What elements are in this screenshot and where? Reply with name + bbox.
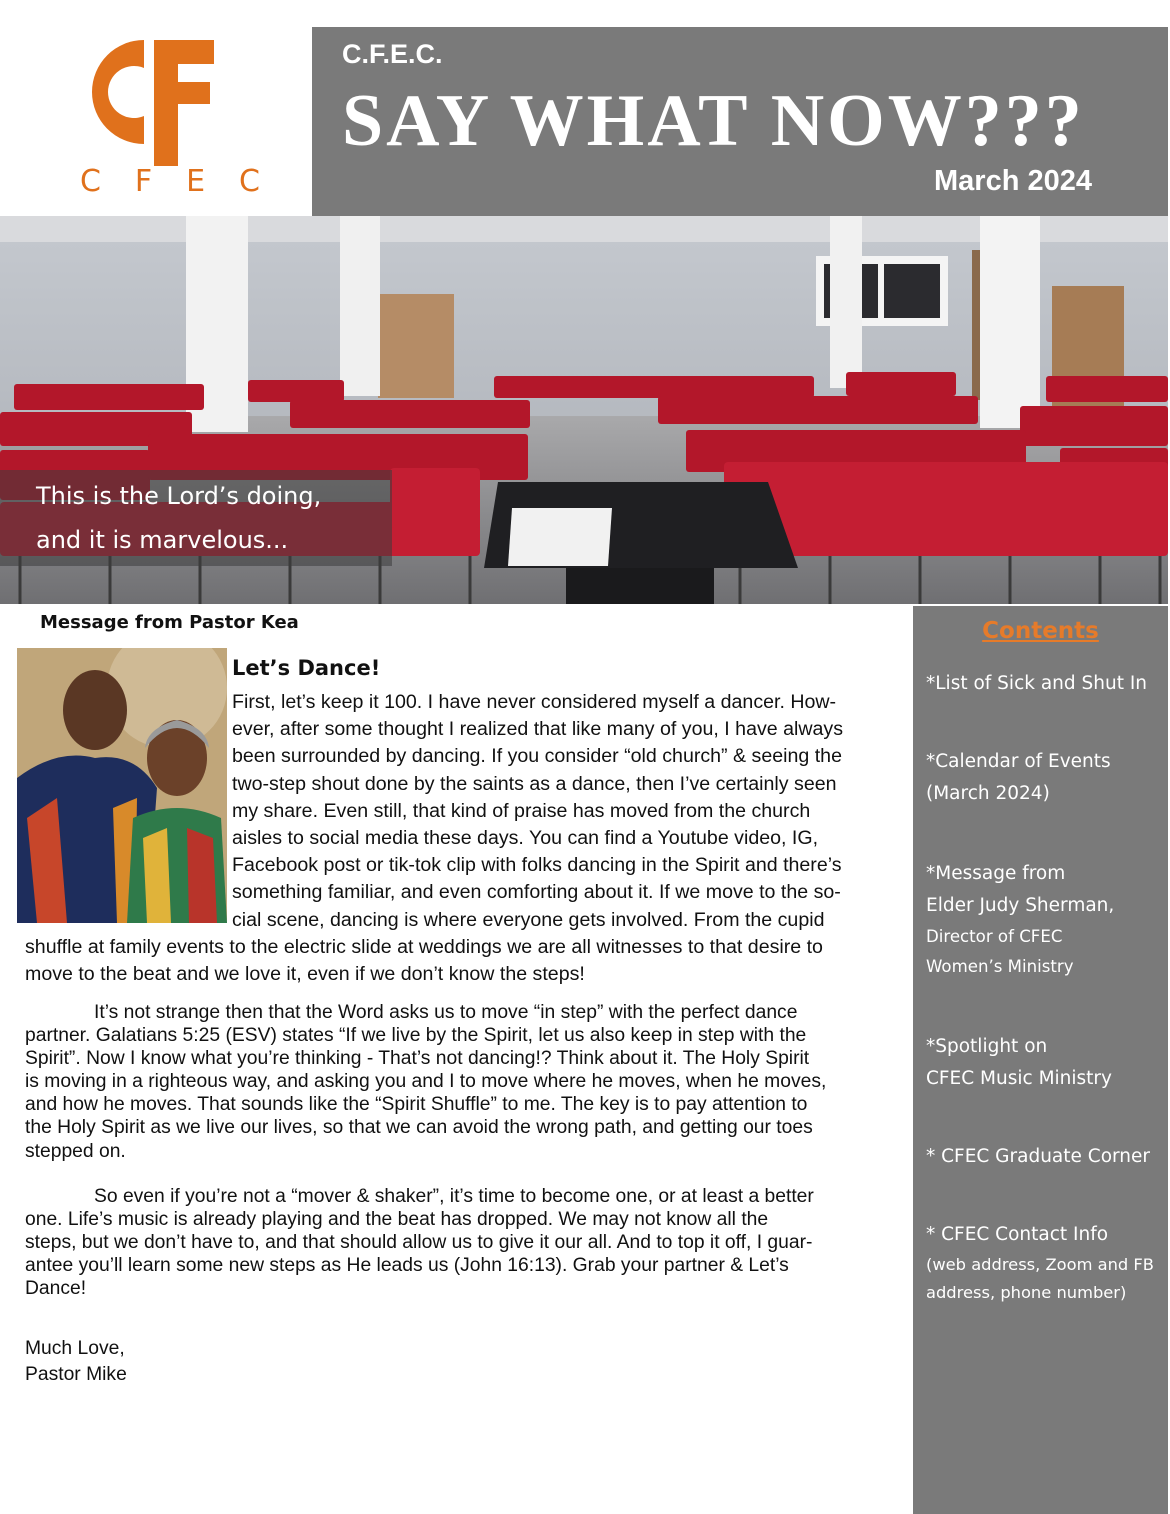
article-paragraph: [25, 1001, 901, 1163]
contents-sidebar: [913, 606, 1168, 1514]
text-line: It’s not strange then that the Word asks us to move “in step” with the perfect dance: [94, 1002, 798, 1023]
toc-item: [926, 858, 1166, 982]
text-line: cial scene, dancing is where everyone gets involved. From the cupid: [232, 908, 825, 931]
article-title: Let’s Dance!: [232, 656, 381, 680]
toc-item: [926, 1141, 1166, 1173]
logo-letter: C: [239, 164, 260, 199]
closing-signature: [25, 1336, 127, 1388]
text-line: two-step shout done by the saints as a dance, then I’ve certainly seen: [232, 772, 837, 795]
text-line: Dance!: [25, 1278, 87, 1300]
text-line: aisles to social media these days. You can find a Youtube video, IG,: [232, 827, 819, 850]
text-line: and how he moves. That sounds like the “Spirit Shuffle” to me. The key is to pay attention to: [25, 1094, 808, 1116]
text-line: been surrounded by dancing. If you consider “old church” & seeing the: [232, 745, 842, 768]
toc-item: [926, 1031, 1166, 1095]
text-line: ever, after some thought I realized that like many of you, I have always: [232, 718, 843, 741]
toc-line: (March 2024): [926, 783, 1050, 804]
cfec-logo-mark: [82, 32, 218, 166]
text-line: stepped on.: [25, 1140, 126, 1162]
toc-item: [926, 1219, 1166, 1307]
text-line: the Holy Spirit as we live our lives, so that we can avoid the wrong path, and getting our toes: [25, 1117, 813, 1139]
toc-line: Women’s Ministry: [926, 957, 1074, 976]
toc-line: *List of Sick and Shut In: [926, 673, 1148, 694]
text-line: steps, but we don’t have to, and that should allow us to give it our all. And to top it off, I guar-: [25, 1232, 813, 1254]
text-line: Facebook post or tik-tok clip with folks dancing in the Spirit and there’s: [232, 854, 842, 877]
logo-letters: [80, 164, 260, 199]
title-bar: [312, 27, 1168, 216]
toc-line: Elder Judy Sherman,: [926, 895, 1115, 916]
toc-item: [926, 746, 1166, 810]
toc-line: address, phone number): [926, 1283, 1127, 1302]
toc-line: * CFEC Contact Info: [926, 1224, 1109, 1245]
logo-letter: F: [134, 164, 153, 199]
pastor-couple-photo: [17, 648, 227, 923]
text-line: antee you’ll learn some new steps as He leads us (John 16:13). Grab your partner & Let’s: [25, 1255, 789, 1277]
hero-caption: [0, 470, 392, 566]
toc-line: (web address, Zoom and FB: [926, 1255, 1154, 1274]
closing-line: Much Love,: [25, 1338, 125, 1359]
hero-caption-line: This is the Lord’s doing,: [36, 482, 322, 510]
text-line: So even if you’re not a “mover & shaker”, it’s time to become one, or at least a better: [94, 1186, 814, 1207]
text-line: my share. Even still, that kind of praise has moved from the church: [232, 799, 811, 822]
article-paragraph: [25, 689, 900, 988]
text-line: First, let’s keep it 100. I have never considered myself a dancer. How-: [232, 691, 837, 713]
logo: [0, 0, 312, 216]
hero-caption-line: and it is marvelous...: [36, 526, 289, 554]
issue-date: March 2024: [934, 165, 1092, 197]
toc-line: CFEC Music Ministry: [926, 1068, 1112, 1089]
toc-line: *Spotlight on: [926, 1036, 1048, 1057]
toc-line: *Calendar of Events: [926, 751, 1111, 772]
contents-title: Contents: [982, 618, 1099, 644]
text-line: shuffle at family events to the electric slide at weddings we are all witnesses to that desire to: [25, 935, 823, 958]
text-line: Spirit”. Now I know what you’re thinking - That’s not dancing!? Think about it. The Holy Spirit: [25, 1048, 810, 1070]
text-line: something familiar, and even comforting about it. If we move to the so-: [232, 881, 841, 904]
text-line: move to the beat and we love it, even if we don’t know the steps!: [25, 963, 585, 986]
text-line: one. Life’s music is already playing and the beat has dropped. We may not know all the: [25, 1209, 769, 1231]
article-paragraph: [25, 1185, 901, 1300]
text-line: is moving in a righteous way, and asking you and I to move where he moves, when he moves,: [25, 1071, 827, 1093]
sanctuary-photo: [0, 216, 1168, 604]
newsletter-title: SAY WHAT NOW???: [342, 80, 1085, 162]
toc-item: [926, 668, 1166, 700]
signature: Pastor Mike: [25, 1364, 127, 1385]
text-line: partner. Galatians 5:25 (ESV) states “If we live by the Spirit, let us also keep in step with the: [25, 1025, 807, 1047]
logo-letter: C: [80, 164, 101, 199]
toc-line: Director of CFEC: [926, 927, 1063, 946]
section-heading: Message from Pastor Kea: [40, 612, 299, 633]
org-name: C.F.E.C.: [342, 39, 443, 69]
toc-line: *Message from: [926, 863, 1066, 884]
toc-line: * CFEC Graduate Corner: [926, 1146, 1151, 1167]
logo-letter: E: [186, 164, 206, 199]
